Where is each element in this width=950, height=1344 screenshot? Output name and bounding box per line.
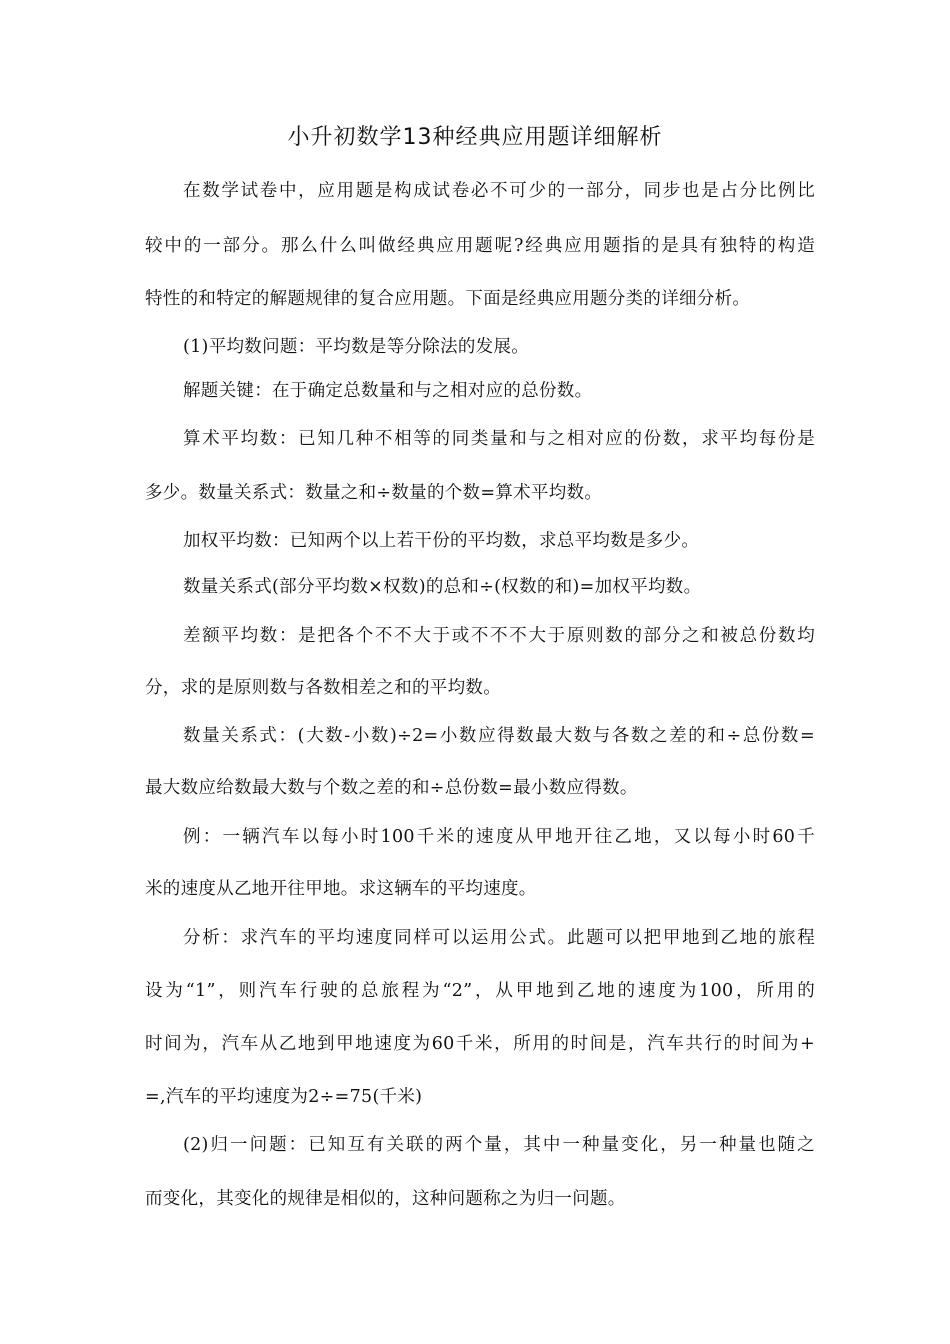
text-line: 数量关系式：(大数-小数)÷2=小数应得数最大数与各数之差的和÷总份数=: [183, 726, 815, 746]
text-line: 较中的一部分。那么什么叫做经典应用题呢?经典应用题指的是具有独特的构造: [145, 236, 815, 256]
document-title: 小升初数学13种经典应用题详细解析: [287, 125, 663, 150]
text-line: 例：一辆汽车以每小时100千米的速度从甲地开往乙地，又以每小时60千: [183, 827, 815, 847]
text-line: 在数学试卷中，应用题是构成试卷必不可少的一部分，同步也是占分比例比: [183, 181, 815, 201]
text-line: 差额平均数：是把各个不不大于或不不不大于原则数的部分之和被总份数均: [183, 626, 815, 646]
text-line: =,汽车的平均速度为2÷=75(千米): [145, 1087, 423, 1107]
text-line: 分，求的是原则数与各数相差之和的平均数。: [145, 678, 501, 698]
text-line: (1)平均数问题：平均数是等分除法的发展。: [183, 337, 530, 357]
text-line: 米的速度从乙地开往甲地。求这辆车的平均速度。: [145, 879, 537, 899]
text-line: 设为“1”，则汽车行驶的总旅程为“2”，从甲地到乙地的速度为100，所用的: [145, 981, 815, 1001]
text-line: 最大数应给数最大数与个数之差的和÷总份数=最小数应得数。: [145, 778, 638, 798]
text-line: 而变化，其变化的规律是相似的，这种问题称之为归一问题。: [145, 1189, 626, 1209]
text-line: 算术平均数：已知几种不相等的同类量和与之相对应的份数，求平均每份是: [183, 429, 815, 449]
text-line: 多少。数量关系式：数量之和÷数量的个数=算术平均数。: [145, 483, 603, 503]
text-line: 分析：求汽车的平均速度同样可以运用公式。此题可以把甲地到乙地的旅程: [183, 928, 815, 948]
text-line: 特性的和特定的解题规律的复合应用题。下面是经典应用题分类的详细分析。: [145, 289, 751, 309]
text-line: (2)归一问题：已知互有关联的两个量，其中一种量变化，另一种量也随之: [183, 1135, 815, 1155]
text-line: 时间为，汽车从乙地到甲地速度为60千米，所用的时间是，汽车共行的时间为+: [145, 1034, 815, 1054]
text-line: 解题关键：在于确定总数量和与之相对应的总份数。: [183, 381, 593, 401]
text-line: 数量关系式(部分平均数×权数)的总和÷(权数的和)=加权平均数。: [183, 577, 702, 597]
text-line: 加权平均数：已知两个以上若干份的平均数，求总平均数是多少。: [183, 531, 700, 551]
